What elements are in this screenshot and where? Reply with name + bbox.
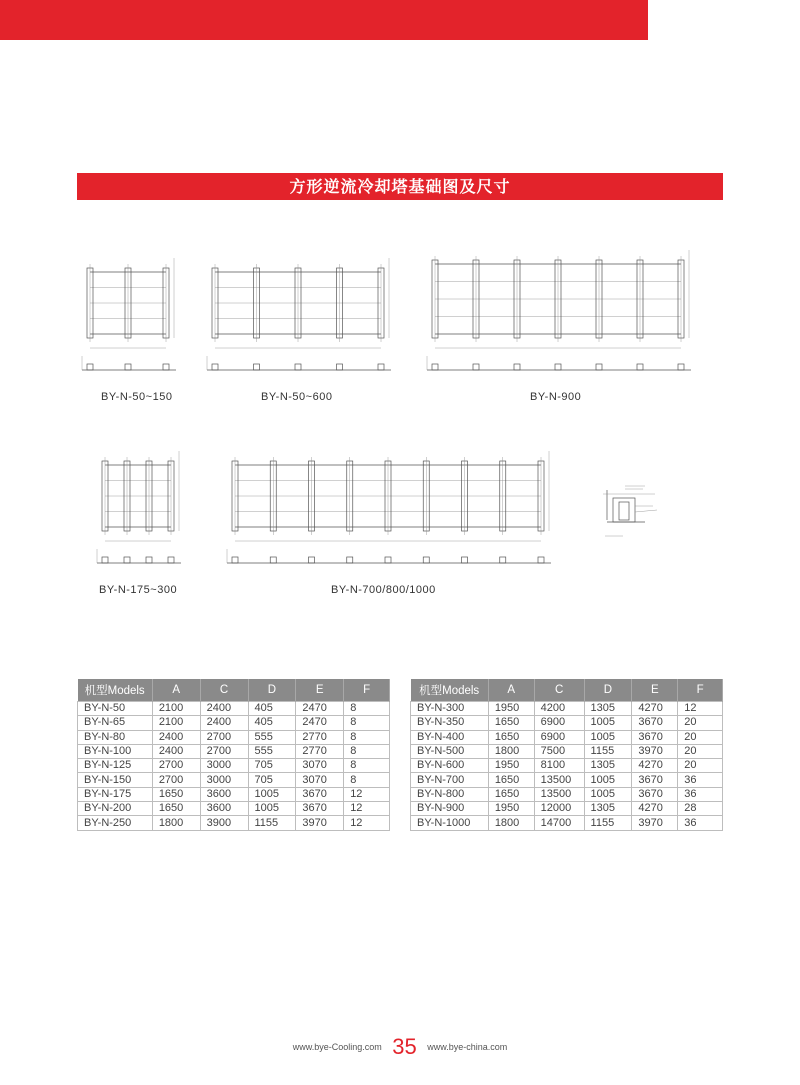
diagram-caption: BY-N-175~300 [99, 584, 178, 596]
value-cell: 3970 [632, 816, 678, 830]
model-cell: BY-N-65 [78, 716, 153, 730]
value-cell: 12 [678, 702, 723, 716]
value-cell: 1650 [152, 787, 200, 801]
header-f: F [678, 679, 723, 702]
table-row [411, 787, 723, 801]
table-row [78, 816, 390, 830]
table-row [411, 773, 723, 787]
page-footer [0, 1034, 800, 1060]
table-row [78, 716, 390, 730]
value-cell: 14700 [534, 816, 584, 830]
value-cell: 1155 [248, 816, 296, 830]
table-row [78, 759, 390, 773]
value-cell: 8 [344, 730, 390, 744]
value-cell: 2770 [296, 744, 344, 758]
value-cell: 3670 [632, 773, 678, 787]
value-cell: 1650 [488, 716, 534, 730]
value-cell: 555 [248, 744, 296, 758]
header-e: E [632, 679, 678, 702]
header-models: 机型Models [78, 679, 153, 702]
value-cell: 3600 [200, 787, 248, 801]
value-cell: 12 [344, 787, 390, 801]
header-a: A [152, 679, 200, 702]
value-cell: 20 [678, 759, 723, 773]
value-cell: 1005 [248, 802, 296, 816]
value-cell: 8 [344, 702, 390, 716]
value-cell: 3000 [200, 759, 248, 773]
value-cell: 20 [678, 744, 723, 758]
value-cell: 8100 [534, 759, 584, 773]
value-cell: 12 [344, 816, 390, 830]
value-cell: 555 [248, 730, 296, 744]
value-cell: 2100 [152, 702, 200, 716]
model-cell: BY-N-200 [78, 802, 153, 816]
value-cell: 3670 [632, 787, 678, 801]
value-cell: 8 [344, 759, 390, 773]
value-cell: 20 [678, 730, 723, 744]
table-row [78, 744, 390, 758]
header-accent-bar [0, 0, 648, 40]
header-c: C [534, 679, 584, 702]
value-cell: 1305 [584, 759, 632, 773]
value-cell: 12000 [534, 802, 584, 816]
model-cell: BY-N-700 [411, 773, 489, 787]
value-cell: 1155 [584, 744, 632, 758]
value-cell: 1650 [488, 787, 534, 801]
value-cell: 2400 [200, 702, 248, 716]
model-cell: BY-N-150 [78, 773, 153, 787]
value-cell: 2700 [200, 730, 248, 744]
value-cell: 3970 [632, 744, 678, 758]
value-cell: 13500 [534, 773, 584, 787]
value-cell: 3600 [200, 802, 248, 816]
header-models: 机型Models [411, 679, 489, 702]
header-d: D [584, 679, 632, 702]
value-cell: 36 [678, 787, 723, 801]
value-cell: 3070 [296, 773, 344, 787]
value-cell: 3670 [632, 716, 678, 730]
table-row [411, 744, 723, 758]
value-cell: 1800 [488, 816, 534, 830]
value-cell: 4270 [632, 802, 678, 816]
model-cell: BY-N-1000 [411, 816, 489, 830]
table-row [411, 702, 723, 716]
value-cell: 1950 [488, 759, 534, 773]
table-row [411, 716, 723, 730]
value-cell: 1650 [152, 802, 200, 816]
value-cell: 2100 [152, 716, 200, 730]
value-cell: 2700 [152, 773, 200, 787]
model-cell: BY-N-175 [78, 787, 153, 801]
value-cell: 3070 [296, 759, 344, 773]
value-cell: 1005 [584, 730, 632, 744]
value-cell: 2700 [200, 744, 248, 758]
foundation-plan-50-150 [80, 262, 180, 382]
value-cell: 6900 [534, 730, 584, 744]
value-cell: 1155 [584, 816, 632, 830]
value-cell: 1650 [488, 730, 534, 744]
value-cell: 4270 [632, 759, 678, 773]
footer-url-left[interactable]: www.bye-Cooling.com [292, 1042, 382, 1052]
section-title: 方形逆流冷却塔基础图及尺寸 [77, 173, 723, 200]
model-cell: BY-N-80 [78, 730, 153, 744]
footer-url-right[interactable]: www.bye-china.com [427, 1042, 508, 1052]
table-row [78, 787, 390, 801]
value-cell: 36 [678, 816, 723, 830]
header-c: C [200, 679, 248, 702]
value-cell: 1950 [488, 702, 534, 716]
value-cell: 3670 [632, 730, 678, 744]
model-cell: BY-N-250 [78, 816, 153, 830]
table-row [78, 730, 390, 744]
value-cell: 36 [678, 773, 723, 787]
table-header-row [78, 679, 390, 702]
model-cell: BY-N-600 [411, 759, 489, 773]
value-cell: 405 [248, 702, 296, 716]
value-cell: 8 [344, 716, 390, 730]
table-row [78, 702, 390, 716]
value-cell: 2770 [296, 730, 344, 744]
model-cell: BY-N-500 [411, 744, 489, 758]
value-cell: 405 [248, 716, 296, 730]
header-e: E [296, 679, 344, 702]
value-cell: 2700 [152, 759, 200, 773]
diagram-caption: BY-N-50~600 [261, 391, 333, 403]
value-cell: 2470 [296, 716, 344, 730]
table-header-row [411, 679, 723, 702]
value-cell: 4270 [632, 702, 678, 716]
foundation-plan-50-600 [205, 262, 395, 382]
value-cell: 2400 [152, 730, 200, 744]
value-cell: 1305 [584, 702, 632, 716]
value-cell: 3970 [296, 816, 344, 830]
value-cell: 12 [344, 802, 390, 816]
value-cell: 705 [248, 773, 296, 787]
model-cell: BY-N-900 [411, 802, 489, 816]
value-cell: 1950 [488, 802, 534, 816]
foundation-section-detail [595, 480, 675, 540]
value-cell: 1005 [584, 773, 632, 787]
header-d: D [248, 679, 296, 702]
table-row [78, 773, 390, 787]
table-row [411, 759, 723, 773]
model-cell: BY-N-100 [78, 744, 153, 758]
value-cell: 3000 [200, 773, 248, 787]
value-cell: 2470 [296, 702, 344, 716]
value-cell: 3900 [200, 816, 248, 830]
spec-table-right [410, 679, 723, 831]
value-cell: 1800 [488, 744, 534, 758]
table-row [411, 816, 723, 830]
value-cell: 6900 [534, 716, 584, 730]
table-row [78, 802, 390, 816]
value-cell: 1005 [248, 787, 296, 801]
table-row [411, 802, 723, 816]
value-cell: 3670 [296, 802, 344, 816]
value-cell: 4200 [534, 702, 584, 716]
diagram-caption: BY-N-900 [530, 391, 582, 403]
model-cell: BY-N-800 [411, 787, 489, 801]
value-cell: 7500 [534, 744, 584, 758]
value-cell: 20 [678, 716, 723, 730]
value-cell: 13500 [534, 787, 584, 801]
model-cell: BY-N-50 [78, 702, 153, 716]
value-cell: 3670 [296, 787, 344, 801]
value-cell: 2400 [152, 744, 200, 758]
value-cell: 705 [248, 759, 296, 773]
value-cell: 1650 [488, 773, 534, 787]
model-cell: BY-N-300 [411, 702, 489, 716]
foundation-plan-700-800-1000 [225, 455, 555, 575]
diagram-caption: BY-N-50~150 [101, 391, 173, 403]
foundation-plan-175-300 [95, 455, 185, 575]
header-a: A [488, 679, 534, 702]
value-cell: 1005 [584, 787, 632, 801]
table-row [411, 730, 723, 744]
diagram-caption: BY-N-700/800/1000 [331, 584, 436, 596]
header-f: F [344, 679, 390, 702]
page-number: 35 [392, 1034, 417, 1059]
value-cell: 8 [344, 773, 390, 787]
model-cell: BY-N-125 [78, 759, 153, 773]
spec-table-left [77, 679, 390, 831]
value-cell: 1800 [152, 816, 200, 830]
value-cell: 2400 [200, 716, 248, 730]
value-cell: 28 [678, 802, 723, 816]
value-cell: 1005 [584, 716, 632, 730]
model-cell: BY-N-400 [411, 730, 489, 744]
value-cell: 8 [344, 744, 390, 758]
foundation-plan-900 [425, 254, 695, 382]
value-cell: 1305 [584, 802, 632, 816]
model-cell: BY-N-350 [411, 716, 489, 730]
